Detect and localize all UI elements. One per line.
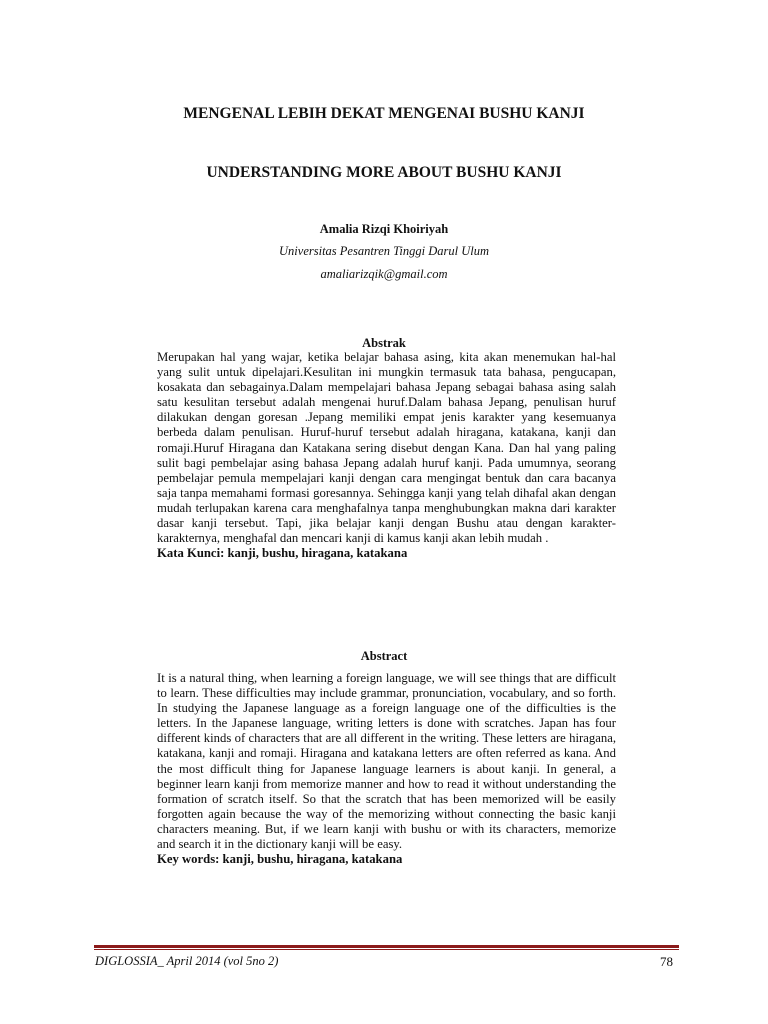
abstrak-section	[157, 350, 616, 561]
author-email: amaliarizqik@gmail.com	[320, 267, 448, 281]
kata-kunci: Kata Kunci: kanji, bushu, hiragana, katakana	[157, 546, 408, 561]
footer-rule-thin	[94, 949, 679, 950]
author-affiliation: Universitas Pesantren Tinggi Darul Ulum	[279, 244, 489, 258]
abstract-heading: Abstract	[360, 649, 408, 663]
paper-title-english: UNDERSTANDING MORE ABOUT BUSHU KANJI	[206, 164, 562, 181]
abstrak-body: Merupakan hal yang wajar, ketika belajar bahasa asing, kita akan menemukan hal-hal yang sulit untuk dipelajari.Kesulitan ini mungkin termasuk tata bahasa, pengucapan, kosakata dan sebagainya.Dalam mempelajari bahasa Jepang sebagai bahasa asing salah satu kesulitan tersebut adalah mengenai huruf.Dalam bahasa Jepang, penulisan huruf dilakukan dengan goresan .Jepang memiliki empat jenis karakter yang kesemuanya berbeda dalam penulisan. Huruf-huruf tersebut adalah hiragana, katakana, kanji dan romaji.Huruf Hiragana dan Katakana sering disebut dengan Kana. Dan hal yang paling sulit bagi pembelajar asing bahasa Jepang adalah huruf kanji. Pada umumnya, seorang pembelajar pemula mempelajari kanji dengan cara mengingat bentuk dan cara bacanya saja tanpa memahami formasi goresannya. Sehingga kanji yang telah dihafal akan dengan mudah terlupakan karena cara menghafalnya tanpa menghubungkan makna dari karakter dasar kanji tersebut. Tapi, jika belajar kanji dengan Bushu atau dengan karakter-karakternya, menghafal dan mencari kanji di kamus kanji akan lebih mudah .	[157, 350, 616, 546]
abstract-body: It is a natural thing, when learning a foreign language, we will see things that are difficult to learn. These difficulties may include grammar, pronunciation, vocabulary, and so forth. In studying the Japanese language as a foreign language one of the difficulties is the letters. In the Japanese language, writing letters is done with scratches. Japan has four different kinds of characters that are all different in the writing. These letters are hiragana, katakana, kanji and romaji. Hiragana and katakana letters are often referred as kana. And the most difficult thing for Japanese language learners is about kanji. In general, a beginner learn kanji from memorize manner and how to read it without understanding the formation of scratch itself. So that the scratch that has been memorized will be easily forgotten again because the way of the memorizing without connecting the basic kanji characters meaning. But, if we learn kanji with bushu or with its characters, memorize and search it in the dictionary kanji will be easy.	[157, 671, 616, 852]
footer-rule-thick	[94, 945, 679, 948]
page-number: 78	[660, 954, 673, 969]
paper-title-indonesian: MENGENAL LEBIH DEKAT MENGENAI BUSHU KANJI	[183, 105, 585, 122]
abstrak-heading: Abstrak	[362, 336, 406, 350]
author-name: Amalia Rizqi Khoiriyah	[319, 222, 449, 236]
abstract-section	[157, 671, 616, 867]
footer-journal: DIGLOSSIA_ April 2014 (vol 5no 2)	[95, 954, 279, 968]
key-words: Key words: kanji, bushu, hiragana, katakana	[157, 852, 403, 867]
